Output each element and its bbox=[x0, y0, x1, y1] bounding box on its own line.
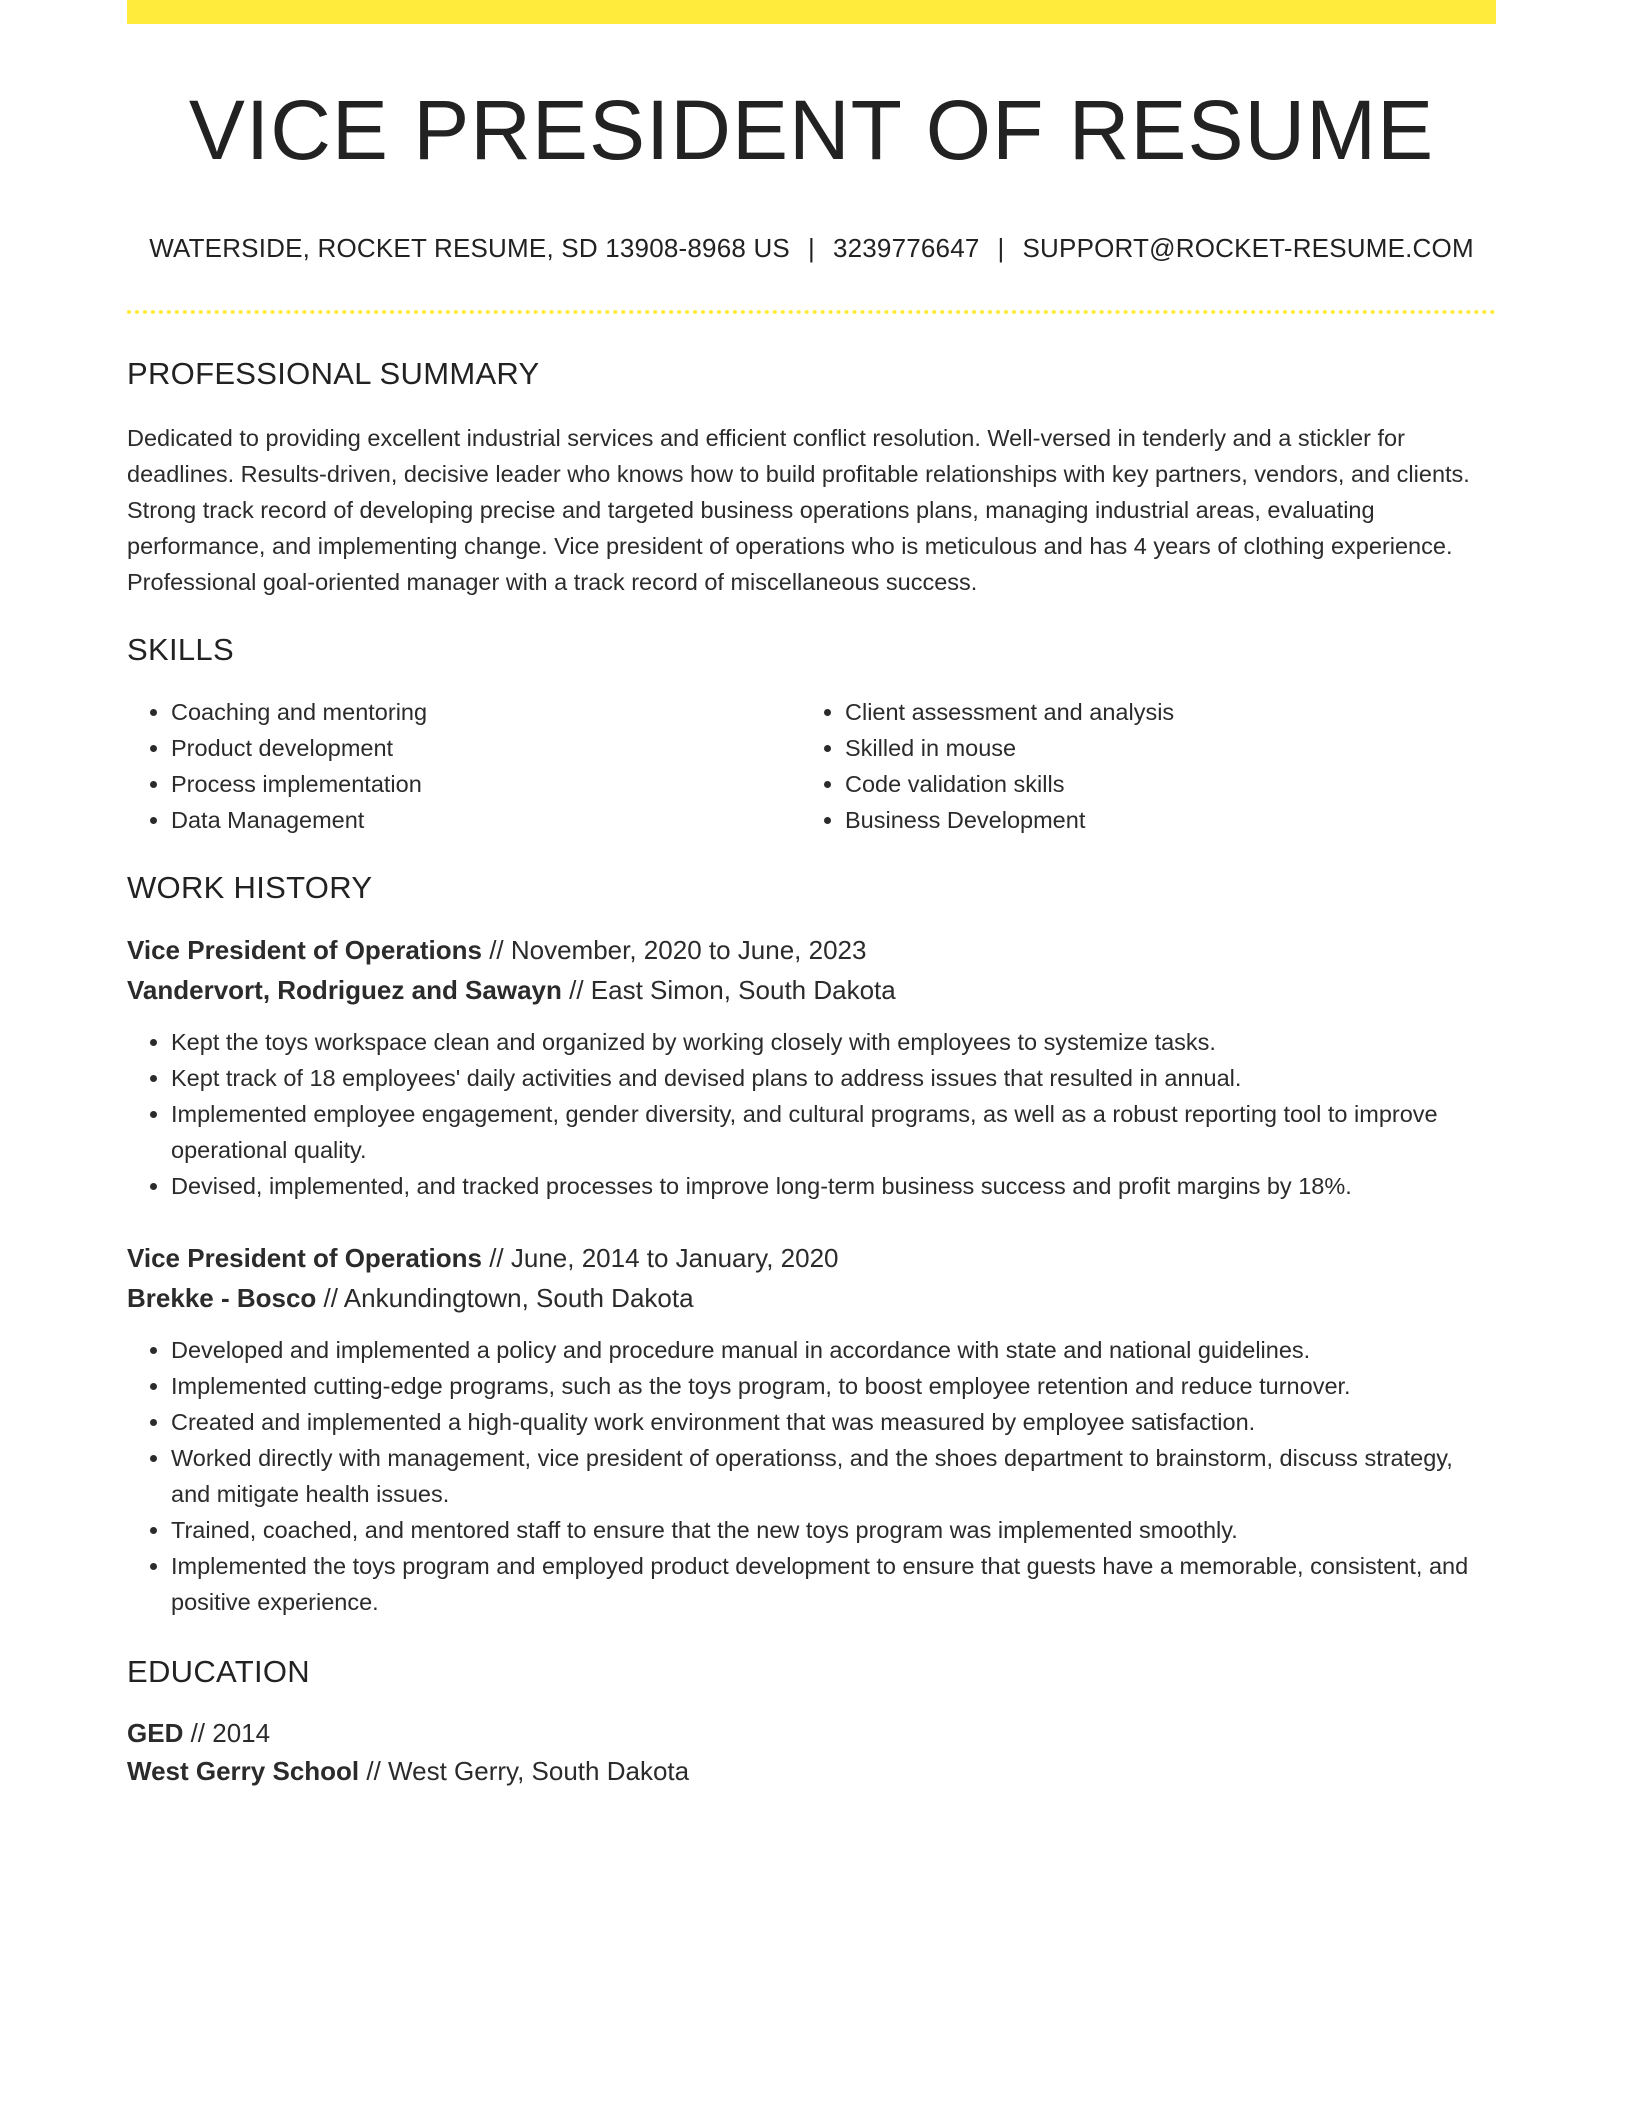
resume-name-heading: VICE PRESIDENT OF RESUME bbox=[188, 83, 1435, 177]
job-entry bbox=[127, 930, 1496, 1204]
education-entry bbox=[127, 1714, 1496, 1790]
education-section-title: EDUCATION bbox=[127, 1654, 310, 1689]
job-bullet: • Trained, coached, and mentored staff to ensure that the new toys program was implemented smoothly. bbox=[171, 1512, 1496, 1548]
education-degree-line bbox=[127, 1714, 1496, 1752]
job-position-line bbox=[127, 1238, 1496, 1278]
job-bullet: • Worked directly with management, vice president of operationss, and the shoes department to brainstorm, discuss strategy, and mitigate health issues. bbox=[171, 1440, 1496, 1512]
education-degree: GED bbox=[127, 1718, 184, 1748]
skill-item: • Code validation skills bbox=[845, 766, 1475, 802]
dotted-divider bbox=[127, 310, 1496, 314]
contact-separator: | bbox=[807, 233, 815, 263]
job-bullet: • Implemented cutting-edge programs, such as the toys program, to boost employee retention and reduce turnover. bbox=[171, 1368, 1496, 1404]
job-company: Brekke - Bosco bbox=[127, 1283, 317, 1313]
job-entry bbox=[127, 1238, 1496, 1620]
resume-page bbox=[127, 0, 1496, 1790]
work-history-section-title: WORK HISTORY bbox=[127, 870, 373, 905]
education-school-line bbox=[127, 1752, 1496, 1790]
education-school: West Gerry School bbox=[127, 1756, 360, 1786]
job-dates: // November, 2020 to June, 2023 bbox=[481, 935, 867, 965]
job-bullet: • Created and implemented a high-quality work environment that was measured by employee satisfaction. bbox=[171, 1404, 1496, 1440]
skills-column-right bbox=[801, 694, 1475, 838]
skill-item: • Skilled in mouse bbox=[845, 730, 1475, 766]
contact-separator: | bbox=[997, 233, 1005, 263]
job-bullet: • Implemented employee engagement, gender diversity, and cultural programs, as well as a robust reporting tool to improve operational quality. bbox=[171, 1096, 1496, 1168]
job-position: Vice President of Operations bbox=[127, 1243, 482, 1273]
job-bullet: • Implemented the toys program and employed product development to ensure that guests have a memorable, consistent, and positive experience. bbox=[171, 1548, 1496, 1620]
skill-item: • Process implementation bbox=[171, 766, 801, 802]
skills-list bbox=[127, 694, 1496, 838]
skill-item: • Data Management bbox=[171, 802, 801, 838]
job-bullet: • Devised, implemented, and tracked processes to improve long-term business success and profit margins by 18%. bbox=[171, 1168, 1496, 1204]
job-company-line bbox=[127, 1278, 1496, 1318]
job-bullet: • Developed and implemented a policy and procedure manual in accordance with state and national guidelines. bbox=[171, 1332, 1496, 1368]
job-location: // Ankundingtown, South Dakota bbox=[316, 1283, 694, 1313]
job-dates: // June, 2014 to January, 2020 bbox=[481, 1243, 839, 1273]
job-bullets bbox=[127, 1332, 1496, 1620]
job-position-line bbox=[127, 930, 1496, 970]
education-year: // 2014 bbox=[183, 1718, 271, 1748]
job-company: Vandervort, Rodriguez and Sawayn bbox=[127, 975, 562, 1005]
job-location: // East Simon, South Dakota bbox=[561, 975, 896, 1005]
skill-item: • Coaching and mentoring bbox=[171, 694, 801, 730]
skill-item: • Client assessment and analysis bbox=[845, 694, 1475, 730]
contact-phone: 3239776647 bbox=[832, 233, 980, 263]
skill-item: • Product development bbox=[171, 730, 801, 766]
job-bullets bbox=[127, 1024, 1496, 1204]
skill-item: • Business Development bbox=[845, 802, 1475, 838]
job-bullet: • Kept track of 18 employees' daily activities and devised plans to address issues that resulted in annual. bbox=[171, 1060, 1496, 1096]
contact-line bbox=[127, 232, 1496, 264]
job-bullet: • Kept the toys workspace clean and organized by working closely with employees to systemize tasks. bbox=[171, 1024, 1496, 1060]
summary-section-title: PROFESSIONAL SUMMARY bbox=[127, 356, 540, 391]
contact-email: SUPPORT@ROCKET-RESUME.COM bbox=[1022, 233, 1474, 263]
education-location: // West Gerry, South Dakota bbox=[359, 1756, 690, 1786]
job-position: Vice President of Operations bbox=[127, 935, 482, 965]
summary-text: Dedicated to providing excellent industrial services and efficient conflict resolution. Well-versed in tenderly and a stickler for deadlines. Results-driven, decisive leader who knows how to build profitable relationships with key partners, vendors, and clients. Strong track record of developing precise and targeted business operations plans, managing industrial areas, evaluating performance, and implementing change. Vice president of operations who is meticulous and has 4 years of clothing experience. Professional goal-oriented manager with a track record of miscellaneous success. bbox=[127, 425, 1470, 595]
job-company-line bbox=[127, 970, 1496, 1010]
top-accent-bar bbox=[127, 0, 1496, 24]
skills-column-left bbox=[127, 694, 801, 838]
skills-section-title: SKILLS bbox=[127, 632, 234, 667]
contact-address: WATERSIDE, ROCKET RESUME, SD 13908-8968 US bbox=[149, 233, 790, 263]
